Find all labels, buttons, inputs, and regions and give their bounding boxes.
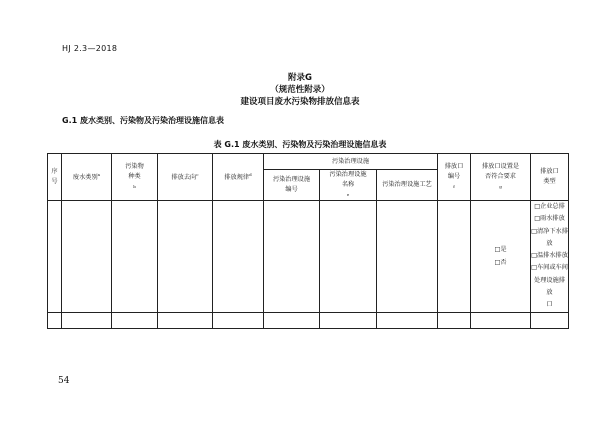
cell-outlet-id[interactable] <box>438 201 471 313</box>
page-number: 54 <box>58 376 70 386</box>
info-table <box>47 153 569 329</box>
checkbox-workshop[interactable]: □车间或车间 <box>531 264 568 272</box>
header-treatment-id: 污染治理设施 编号 <box>264 170 320 201</box>
appendix-subtitle: （规范性附录） <box>270 85 330 95</box>
cell-treatment-id[interactable] <box>264 201 320 313</box>
cell-outlet-type <box>531 201 569 313</box>
header-discharge-pattern: 排放规律$^d$ <box>213 154 264 201</box>
section-heading: G.1 废水类别、污染物及污染治理设施信息表 <box>62 116 224 125</box>
appendix-name: 建设项目废水污染物排放信息表 <box>240 97 360 107</box>
outlet-type-text-continued: 处理设施排放 <box>534 276 565 297</box>
appendix-title: 附录G <box>288 73 312 83</box>
checkbox-enterprise-total[interactable]: □企业总排 <box>534 203 565 210</box>
table-row <box>48 312 569 328</box>
cell-empty[interactable] <box>264 312 320 328</box>
cell-empty[interactable] <box>320 312 377 328</box>
cell-discharge-pattern[interactable] <box>213 201 264 313</box>
cell-empty[interactable] <box>213 312 264 328</box>
cell-empty[interactable] <box>438 312 471 328</box>
checkbox-rainwater[interactable]: □雨水排放 <box>534 215 565 223</box>
document-code: HJ 2.3—2018 <box>62 44 118 53</box>
checkbox-warm-water[interactable]: □温排水排放 <box>531 252 568 260</box>
outlet-type-text-end: 口 <box>546 301 553 309</box>
table-caption: 表 G.1 废水类别、污染物及污染治理设施信息表 <box>213 140 387 149</box>
cell-wastewater-type[interactable] <box>62 201 112 313</box>
cell-empty[interactable] <box>158 312 213 328</box>
cell-outlet-compliance <box>471 201 531 313</box>
cell-discharge-direction[interactable] <box>158 201 213 313</box>
checkbox-yes[interactable]: □是 <box>494 246 507 254</box>
header-wastewater-type: 废水类别$^a$ <box>62 154 112 201</box>
header-seq: 序 号 <box>48 154 62 201</box>
cell-empty[interactable] <box>471 312 531 328</box>
cell-empty[interactable] <box>48 312 62 328</box>
cell-empty[interactable] <box>377 312 438 328</box>
header-pollutant: 污染物 种类 b <box>112 154 158 201</box>
header-discharge-direction: 排放去向$^c$ <box>158 154 213 201</box>
header-outlet-type: 排放口 类型 <box>531 154 569 201</box>
cell-empty[interactable] <box>531 312 569 328</box>
header-outlet-compliance: 排放口设置是 否符合要求 g <box>471 154 531 201</box>
cell-empty[interactable] <box>112 312 158 328</box>
header-outlet-id: 排放口 编号 f <box>438 154 471 201</box>
checkbox-no[interactable]: □否 <box>494 259 507 267</box>
header-treatment-group: 污染治理设施 <box>264 154 438 170</box>
table-row <box>48 201 569 313</box>
cell-treatment-name[interactable] <box>320 201 377 313</box>
header-treatment-process: 污染治理设施工艺 <box>377 170 438 201</box>
cell-empty[interactable] <box>62 312 112 328</box>
header-treatment-name: 污染治理设施 名称 e <box>320 170 377 201</box>
cell-treatment-process[interactable] <box>377 201 438 313</box>
cell-seq[interactable] <box>48 201 62 313</box>
cell-pollutant[interactable] <box>112 201 158 313</box>
checkbox-clean-sewage[interactable]: □清净下水排放 <box>531 227 568 247</box>
